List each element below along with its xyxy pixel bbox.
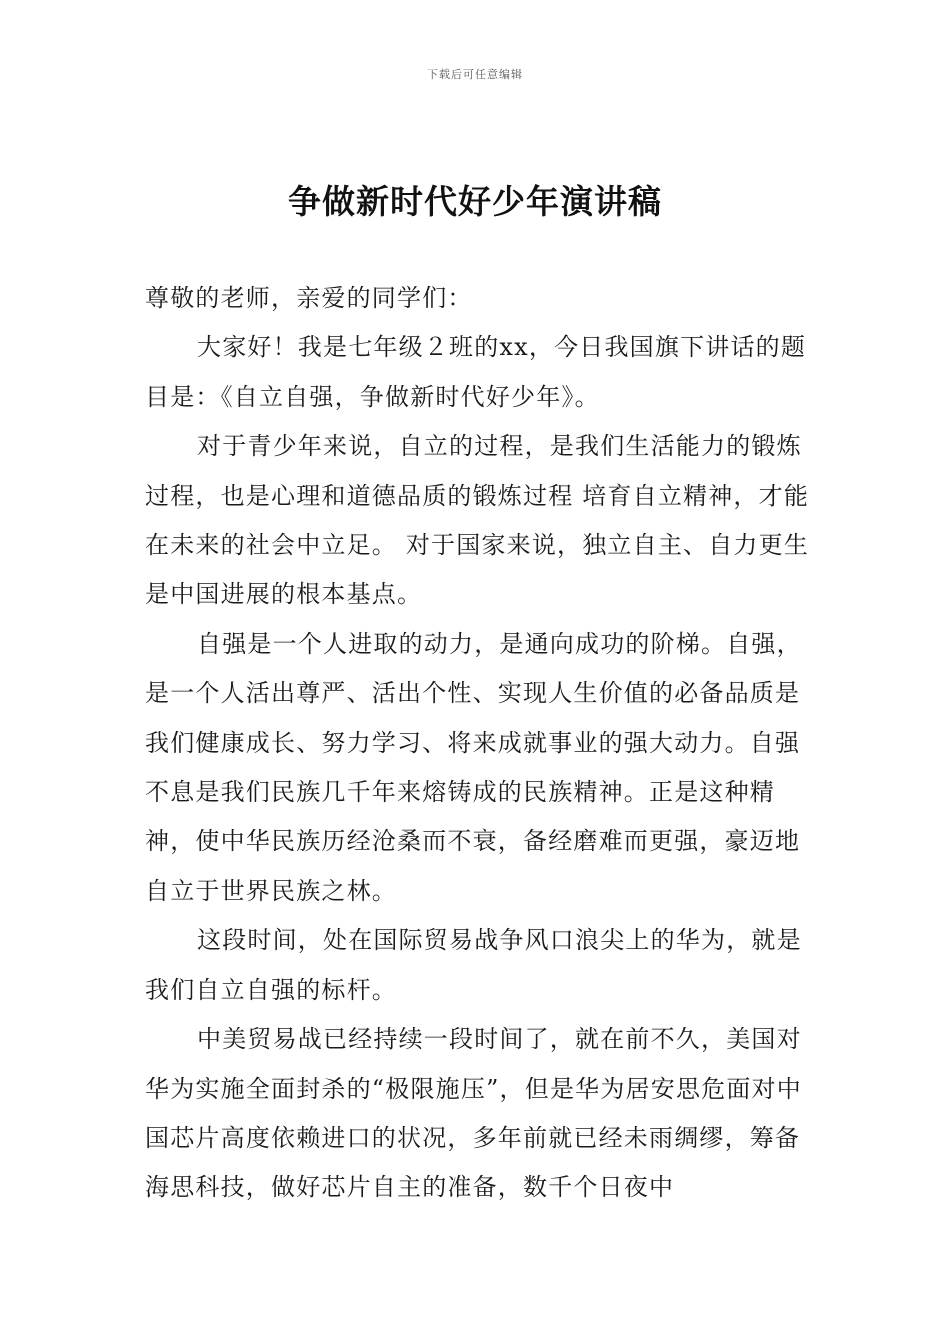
salutation: 尊敬的老师，亲爱的同学们：	[145, 284, 473, 312]
paragraph: 大家好！我是七年级２班的xx，今日我国旗下讲话的题目是：《自立自强，争做新时代好少年》。	[145, 333, 807, 411]
paragraph: 这段时间，处在国际贸易战争风口浪尖上的华为，就是我们自立自强的标杆。	[145, 926, 802, 1004]
paragraph: 自强是一个人进取的动力，是通向成功的阶梯。自强，是一个人活出尊严、活出个性、实现人生价值的必备品质是我们健康成长、努力学习、将来成就事业的强大动力。自强不息是我们民族几千年来熔铸成的民族精神。正是这种精神，使中华民族历经沧桑而不衰，备经磨难而更强，豪迈地自立于世界民族之林。	[145, 629, 802, 905]
document-body	[145, 274, 815, 1213]
header-note: 下载后可任意编辑	[427, 68, 523, 81]
document-title: 争做新时代好少年演讲稿	[288, 182, 662, 221]
paragraph: 对于青少年来说，自立的过程，是我们生活能力的锻炼过程，也是心理和道德品质的锻炼过程 培育自立精神，才能在未来的社会中立足。 对于国家来说，独立自主、自力更生是中国进展的根本基点。	[145, 432, 810, 609]
paragraph: 中美贸易战已经持续一段时间了，就在前不久，美国对华为实施全面封杀的“极限施压”，但是华为居安思危面对中国芯片高度依赖进口的状况，多年前就已经未雨绸缪，筹备海思科技，做好芯片自主的准备，数千个日夜中	[145, 1025, 802, 1202]
